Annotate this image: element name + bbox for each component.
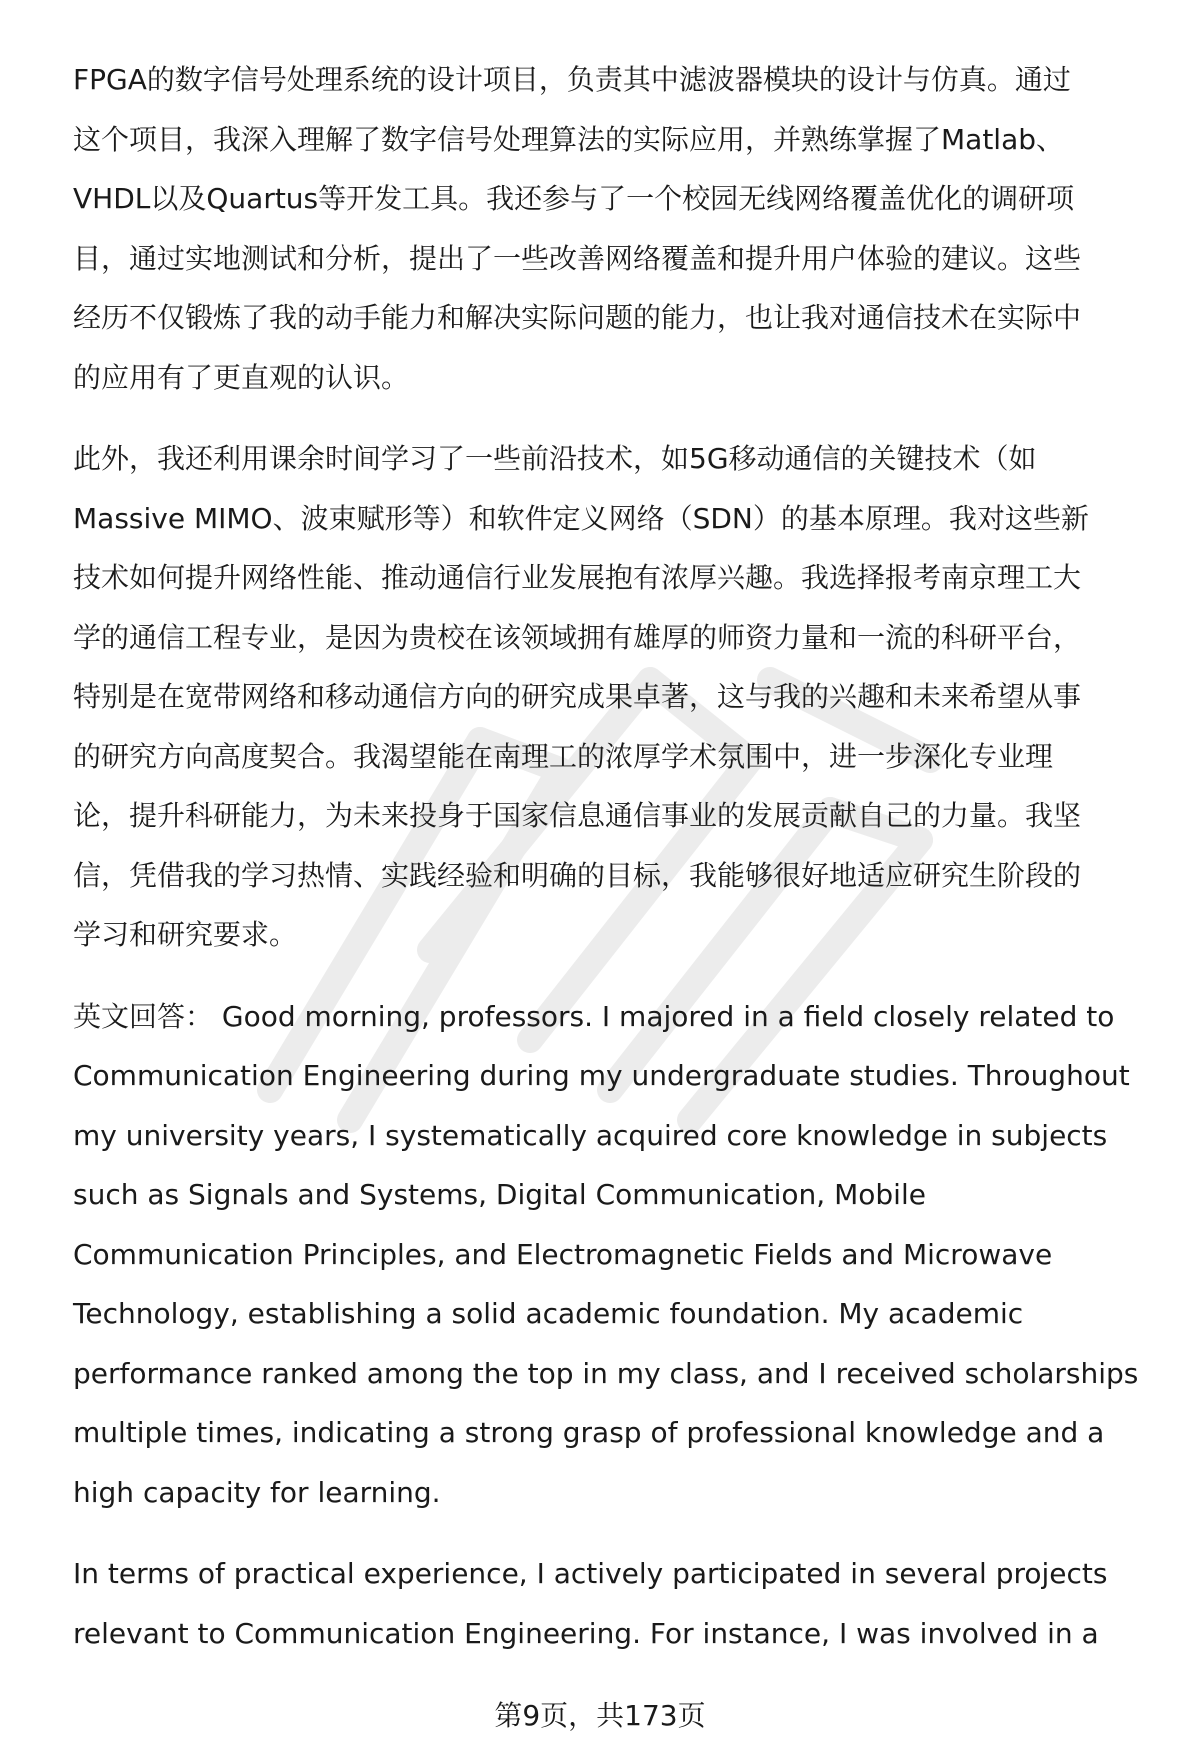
text-line: 这个项目，我深入理解了数字信号处理算法的实际应用，并熟练掌握了Matlab、 (73, 122, 1065, 156)
text-line: performance ranked among the top in my class, and I received scholarships (73, 1356, 1139, 1390)
text-line: FPGA的数字信号处理系统的设计项目，负责其中滤波器模块的设计与仿真。通过 (73, 63, 1071, 96)
paragraph-practical-experience (73, 1544, 1153, 1663)
text-line: 的研究方向高度契合。我渴望能在南理工的浓厚学术氛围中，进一步深化专业理 (73, 739, 1054, 773)
text-line: such as Signals and Systems, Digital Communication, Mobile (73, 1178, 926, 1211)
text-line: high capacity for learning. (73, 1475, 441, 1509)
document-body (73, 50, 1153, 1685)
text-line: 此外，我还利用课余时间学习了一些前沿技术，如5G移动通信的关键技术（如 (73, 442, 1037, 475)
text-line: 目，通过实地测试和分析，提出了一些改善网络覆盖和提升用户体验的建议。这些 (73, 241, 1082, 275)
paragraph-english-answer (73, 987, 1153, 1523)
text-line: 特别是在宽带网络和移动通信方向的研究成果卓著，这与我的兴趣和未来希望从事 (73, 680, 1082, 713)
text-line: my university years, I systematically acquired core knowledge in subjects (73, 1118, 1108, 1152)
text-line: Communication Engineering during my undergraduate studies. Throughout (73, 1059, 1130, 1092)
text-line: 学的通信工程专业，是因为贵校在该领域拥有雄厚的师资力量和一流的科研平台， (73, 620, 1082, 654)
text-line: VHDL以及Quartus等开发工具。我还参与了一个校园无线网络覆盖优化的调研项 (73, 182, 1075, 215)
text-line: 信，凭借我的学习热情、实践经验和明确的目标，我能够很好地适应研究生阶段的 (73, 858, 1082, 892)
text-line: In terms of practical experience, I actively participated in several projects (73, 1557, 1108, 1590)
text-line: relevant to Communication Engineering. For instance, I was involved in a (73, 1616, 1099, 1650)
paragraph-research-motivation (73, 429, 1153, 965)
text-line: Communication Principles, and Electromagnetic Fields and Microwave (73, 1237, 1053, 1271)
text-line: Technology, establishing a solid academic foundation. My academic (73, 1297, 1024, 1330)
text-line: 经历不仅锻炼了我的动手能力和解决实际问题的能力，也让我对通信技术在实际中 (73, 301, 1082, 334)
text-line: 的应用有了更直观的认识。 (73, 360, 410, 394)
text-line: 学习和研究要求。 (73, 918, 298, 951)
paragraph-project-experience (73, 50, 1153, 407)
text-line: 英文回答： Good morning, professors. I majored in a field closely related to (73, 999, 1115, 1033)
page-number-footer: 第9页，共173页 (494, 1699, 706, 1732)
text-line: 技术如何提升网络性能、推动通信行业发展抱有浓厚兴趣。我选择报考南京理工大 (73, 561, 1082, 594)
text-line: Massive MIMO、波束赋形等）和软件定义网络（SDN）的基本原理。我对这些新 (73, 501, 1089, 535)
text-line: 论，提升科研能力，为未来投身于国家信息通信事业的发展贡献自己的力量。我坚 (73, 799, 1082, 832)
text-line: multiple times, indicating a strong grasp of professional knowledge and a (73, 1416, 1105, 1449)
